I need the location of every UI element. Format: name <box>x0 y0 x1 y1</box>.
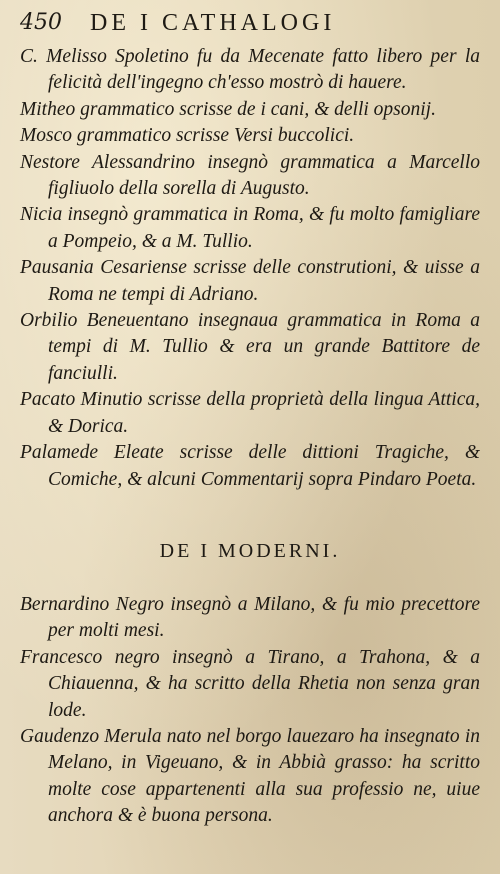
entry-pausania: Pausania Cesariense scrisse delle construtioni, & uisse a Roma ne tempi di Adriano. <box>20 257 480 305</box>
page-header <box>20 10 480 42</box>
entry-orbilio: Orbilio Beneuentano insegnaua grammatica in Roma a tempi di M. Tullio & era un grande Battitore de fanciulli. <box>20 310 480 384</box>
entry-mitheo: Mitheo grammatico scrisse de i cani, & delli opsonij. <box>20 98 436 120</box>
entry-nicia: Nicia insegnò grammatica in Roma, & fu molto famigliare a Pompeio, & a M. Tullio. <box>20 204 480 252</box>
entry-palamede: Palamede Eleate scrisse delle dittioni Tragiche, & Comiche, & alcuni Commentarij sopra Pindaro Poeta. <box>20 442 480 490</box>
section-title-moderni: DE I MODERNI. <box>159 540 341 562</box>
entry-mosco: Mosco grammatico scrisse Versi buccolici. <box>20 125 355 147</box>
modern-entries <box>20 592 480 830</box>
entry-melisso: C. Melisso Spoletino fu da Mecenate fatto libero per la felicità dell'ingegno ch'esso mostrò di hauere. <box>20 46 480 94</box>
entry-nestore: Nestore Alessandrino insegnò grammatica a Marcello figliuolo della sorella di Augusto. <box>20 151 480 200</box>
entry-gaudenzo: Gaudenzo Merula nato nel borgo lauezaro ha insegnato in Melano, in Vigeuano, & in Abbià grasso: ha scritto molte cose appartenenti alla sua professio ne, uiue anchora & è buona persona. <box>20 726 480 827</box>
page-number: 450 <box>20 10 62 35</box>
entry-bernardino: Bernardino Negro insegnò a Milano, & fu mio precettore per molti mesi. <box>20 594 480 642</box>
entry-francesco: Francesco negro insegnò a Tirano, a Trahona, & a Chiauenna, & ha scritto della Rhetia non senza gran lode. <box>20 646 480 721</box>
running-head: DE I CATHALOGI <box>90 10 336 36</box>
entry-pacato: Pacato Minutio scrisse della proprietà della lingua Attica, & Dorica. <box>20 389 480 437</box>
ancient-entries <box>20 44 480 493</box>
